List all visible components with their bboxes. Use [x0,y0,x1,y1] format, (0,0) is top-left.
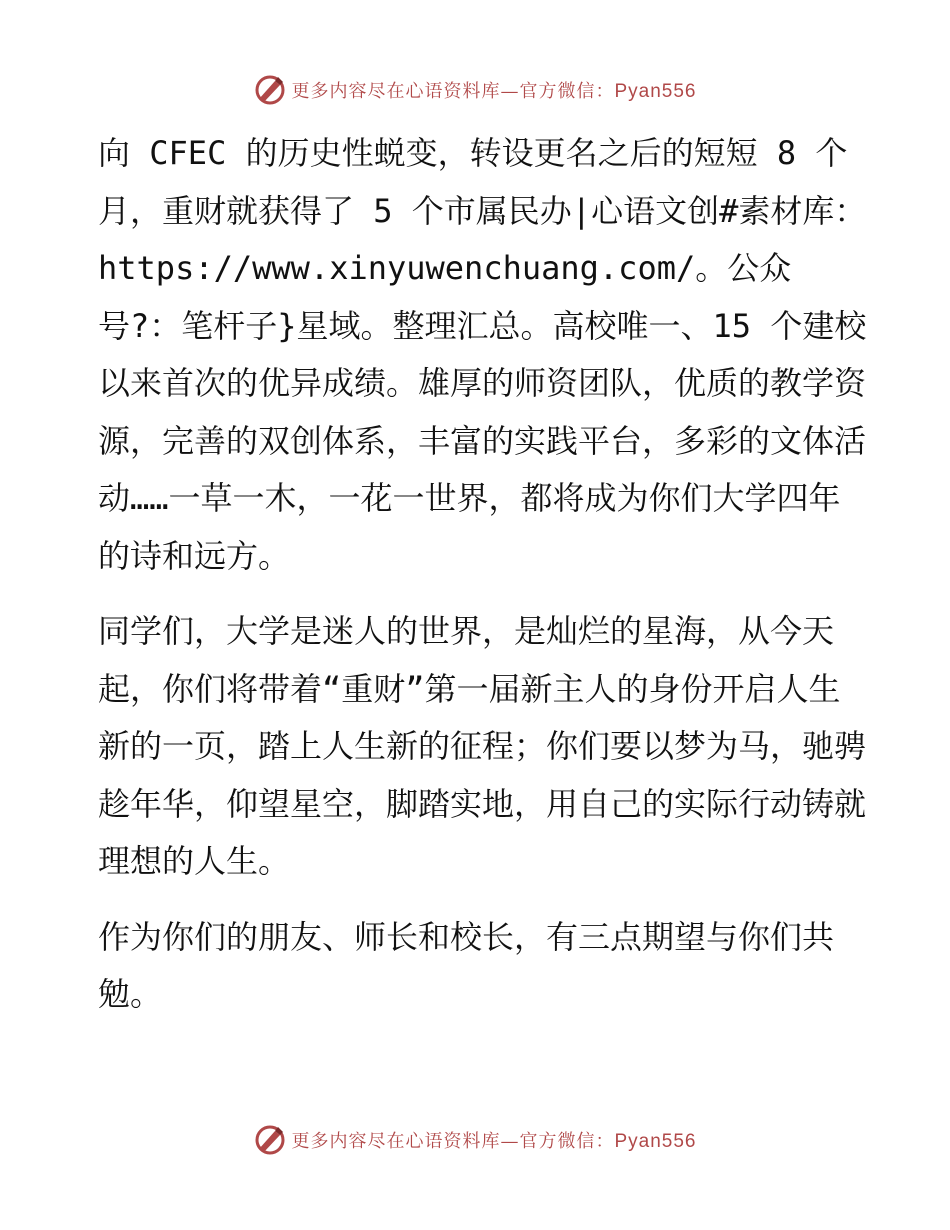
document-body [98,125,868,1024]
paragraph-3: 作为你们的朋友、师长和校长，有三点期望与你们共勉。 [98,917,835,1013]
watermark-text: 更多内容尽在心语资料库—官方微信：Pyan556 [291,1131,697,1152]
paragraph-1: 向 CFEC 的历史性蜕变，转设更名之后的短短 8 个月，重财就获得了 5 个市属民办|心语文创#素材库：https://www.xinyuwenchuang.com/。公众号?：笔杆子}星域。整理汇总。高校唯一、15 个建校以来首次的优异成绩。雄厚的师资团队，优质的教学资源，完善的双创体系，丰富的实践平台，多彩的文体活动……一草一木，一花一世界，都将成为你们大学四年的诗和远方。 [98,134,867,575]
pen-logo-icon [253,1123,287,1157]
footer-watermark [0,1122,950,1158]
paragraph-2: 同学们，大学是迷人的世界，是灿烂的星海，从今天起，你们将带着“重财”第一届新主人的身份开启人生新的一页，踏上人生新的征程；你们要以梦为马，驰骋趁年华，仰望星空，脚踏实地，用自己的实际行动铸就理想的人生。 [98,612,867,880]
pen-logo-icon [253,73,287,107]
watermark-text: 更多内容尽在心语资料库—官方微信：Pyan556 [291,81,697,102]
header-watermark [0,72,950,108]
